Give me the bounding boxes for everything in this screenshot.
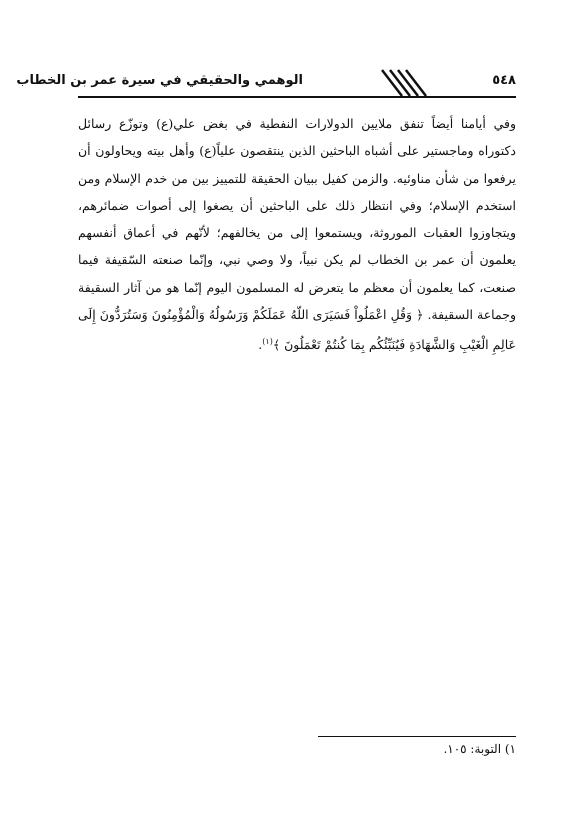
page-number: ٥٤٨ [492,73,516,88]
page-header [16,70,516,98]
body-paragraph: وفي أيامنا أيضاً تنفق ملايين الدولارات النفطية في بغض علي(ع) وتوزّع رسائل دكتوراه وماجستير على أشباه الباحثين الذين ينتقصون علياً(ع) وأهل بيته ويحاولون أن يرفعوا من شأن مناوئيه. والزمن كفيل ببيان الحقيقة للتمييز بين من خدم الإسلام ومن استخدم الإسلام؛ وفي انتظار ذلك على الباحثين أن يصغوا إلى أصوات ضمائرهم، ويتجاوزوا العقبات الموروثة، ويستمعوا إلى من يخالفهم؛ لأنّهم في أعماق أنفسهم يعلمون أن عمر بن الخطاب لم يكن نبياً، ولا وصي نبي، وإنّما صنعته السّقيفة فيما صنعت، كما يعلمون أن معظم ما يتعرض له المسلمون اليوم إنّما هو من آثار السقيفة وجماعة السقيفة. [78,116,516,323]
running-title: الوهمي والحقيقي في سيرة عمر بن الخطاب [16,73,303,88]
footnote-separator [318,736,516,737]
header-ornament [378,70,448,96]
main-text: وفي أيامنا أيضاً تنفق ملايين الدولارات النفطية في بغض علي(ع) وتوزّع رسائل دكتوراه وماجستير على أشباه الباحثين الذين ينتقصون علياً(ع) وأهل بيته ويحاولون أن يرفعوا من شأن مناوئيه. والزمن كفيل ببيان الحقيقة للتمييز بين من خدم الإسلام ومن استخدم الإسلام؛ وفي انتظار ذلك على الباحثين أن يصغوا إلى أصوات ضمائرهم، ويتجاوزوا العقبات الموروثة، ويستمعوا إلى من يخالفهم؛ لأنّهم في أعماق أنفسهم يعلمون أن عمر بن الخطاب لم يكن نبياً، ولا وصي نبي، وإنّما صنعته السّقيفة فيما صنعت، كما يعلمون أن معظم ما يتعرض له المسلمون اليوم إنّما هو من آثار السقيفة وجماعة السقيفة. ﴿ وَقُلِ اعْمَلُواْ فَسَيَرَى اللّهُ عَمَلَكُمْ وَرَسُولُهُ وَالْمُؤْمِنُونَ وَسَتُرَدُّونَ إِلَى عَالِمِ الْغَيْبِ وَالشَّهَادَةِ فَيُنَبِّئُكُم بِمَا كُنتُمْ تَعْمَلُونَ ﴾$^{(١)}$. [78,116,516,353]
footnote: ١) التوبة: ١٠٥. [443,742,516,756]
footnote-marker: (١) [262,337,273,347]
quran-quote: ﴿ وَقُلِ اعْمَلُواْ فَسَيَرَى اللّهُ عَمَلَكُمْ وَرَسُولُهُ وَالْمُؤْمِنُونَ وَسَتُرَدُّونَ إِلَى عَالِمِ الْغَيْبِ وَالشَّهَادَةِ فَيُنَبِّئُكُم بِمَا كُنتُمْ تَعْمَلُونَ ﴾ [78,307,516,353]
